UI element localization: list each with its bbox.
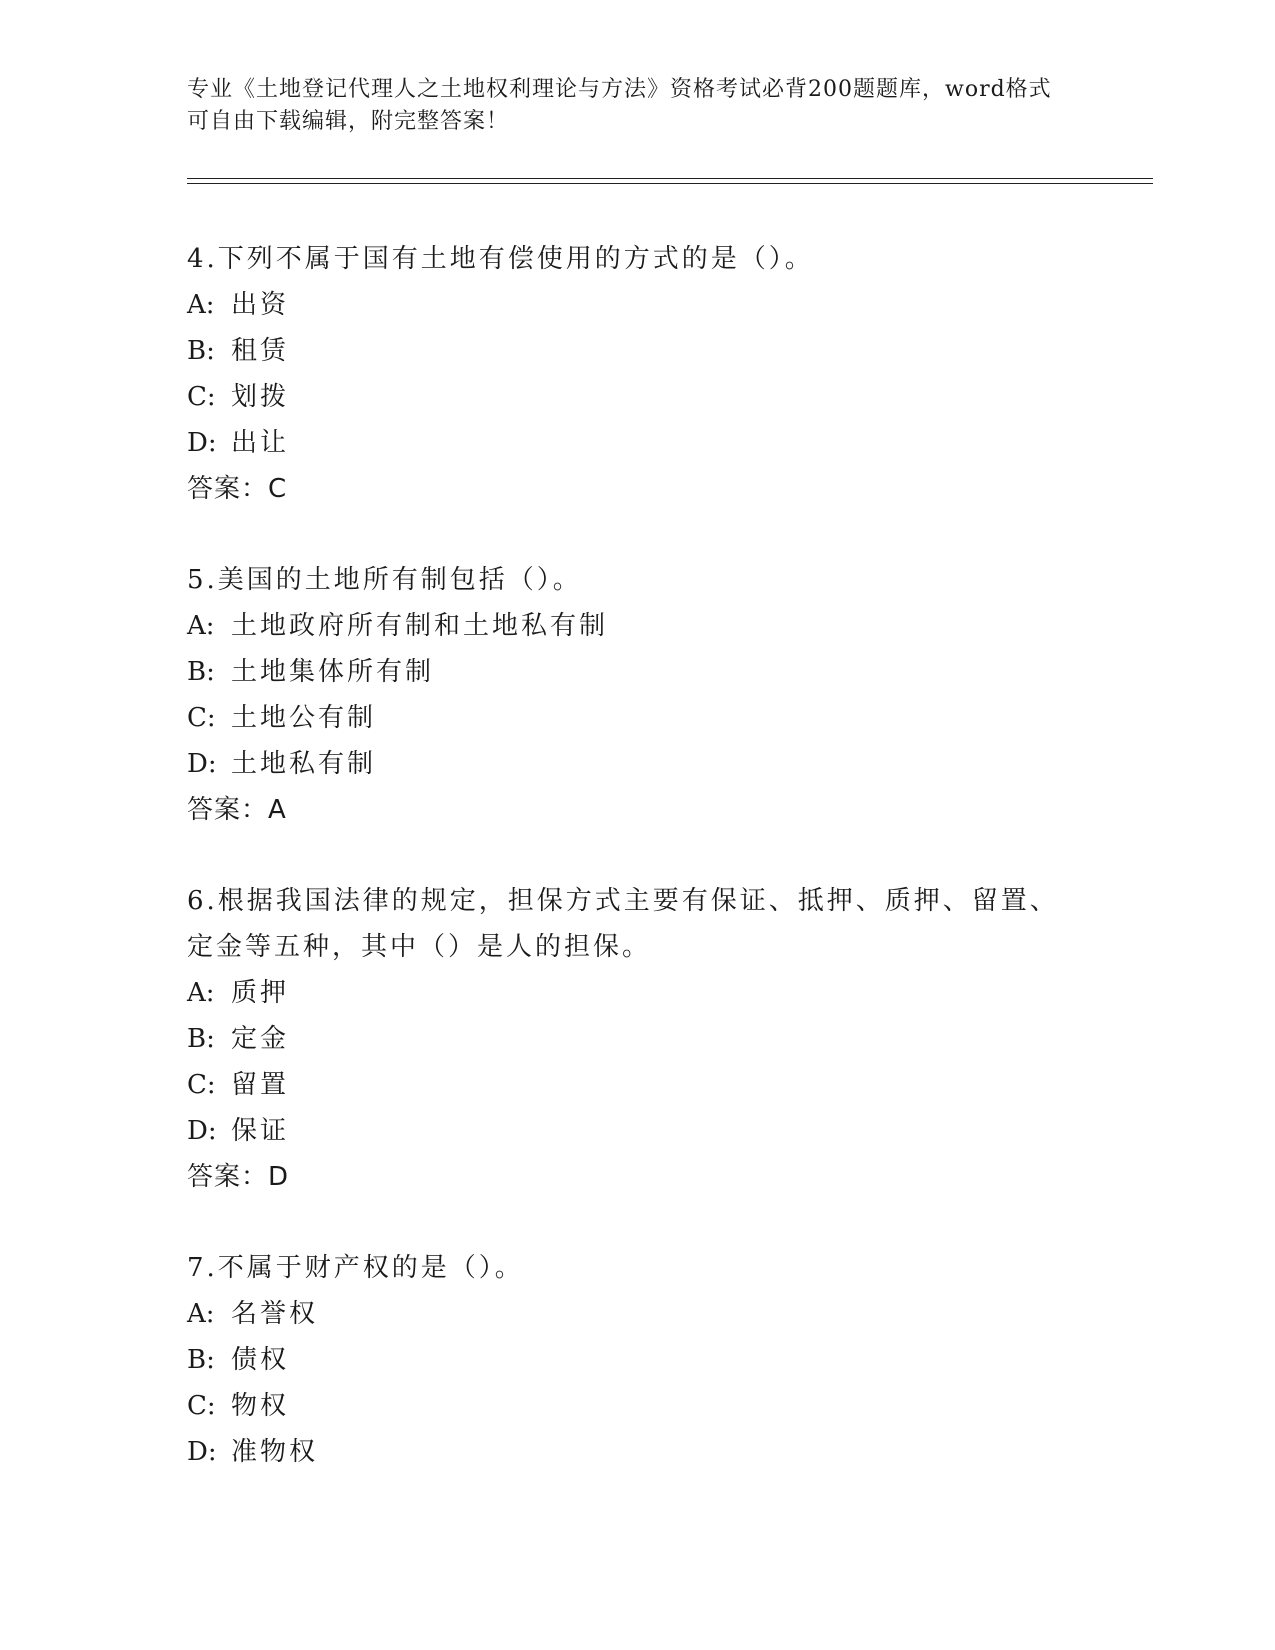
option-d [187, 1429, 1087, 1475]
option-a [187, 282, 1087, 328]
option-d [187, 741, 1087, 787]
option-text: 保证 [231, 1116, 290, 1146]
option-text: 名誉权 [231, 1299, 319, 1329]
option-text: 定金 [231, 1024, 290, 1054]
option-text: 留置 [231, 1070, 290, 1100]
option-letter: A: [187, 1299, 215, 1329]
question-stem: 6.根据我国法律的规定，担保方式主要有保证、抵押、质押、留置、定金等五种，其中（）是人的担保。 [187, 886, 1059, 962]
answer-line: 答案：C [187, 474, 288, 504]
option-text: 划拨 [231, 382, 290, 412]
option-letter: D: [187, 1437, 217, 1467]
question-stem: 5.美国的土地所有制包括（）。 [187, 565, 582, 595]
question-stem: 7.不属于财产权的是（）。 [187, 1253, 524, 1283]
option-letter: B: [187, 657, 215, 687]
question-item [187, 236, 1087, 512]
question-item [187, 557, 1087, 833]
option-text: 准物权 [231, 1437, 319, 1467]
option-letter: C: [187, 382, 216, 412]
option-c [187, 695, 1087, 741]
question-stem: 4.下列不属于国有土地有偿使用的方式的是（）。 [187, 244, 814, 274]
option-c [187, 374, 1087, 420]
option-text: 土地集体所有制 [231, 657, 435, 687]
option-text: 物权 [231, 1391, 290, 1421]
option-text: 租赁 [231, 336, 290, 366]
answer-line: 答案：A [187, 795, 287, 825]
option-text: 债权 [231, 1345, 290, 1375]
option-letter: D: [187, 1116, 217, 1146]
option-letter: B: [187, 336, 215, 366]
header-divider-bottom [187, 183, 1153, 184]
option-c [187, 1383, 1087, 1429]
option-letter: B: [187, 1345, 215, 1375]
option-letter: B: [187, 1024, 215, 1054]
option-d [187, 1108, 1087, 1154]
answer-line: 答案：D [187, 1162, 290, 1192]
option-a [187, 603, 1087, 649]
option-a [187, 1291, 1087, 1337]
option-text: 出资 [231, 290, 290, 320]
option-letter: A: [187, 611, 215, 641]
option-b [187, 328, 1087, 374]
question-item [187, 878, 1087, 1200]
option-a [187, 970, 1087, 1016]
option-letter: C: [187, 1070, 216, 1100]
option-text: 土地公有制 [231, 703, 377, 733]
option-b [187, 1337, 1087, 1383]
document-title: 专业《土地登记代理人之土地权利理论与方法》资格考试必背200题题库，word格式可自由下载编辑，附完整答案！ [187, 77, 1052, 134]
option-letter: D: [187, 749, 217, 779]
option-b [187, 649, 1087, 695]
option-letter: C: [187, 703, 216, 733]
header-divider-top [187, 178, 1153, 179]
option-c [187, 1062, 1087, 1108]
option-letter: A: [187, 978, 215, 1008]
option-text: 土地私有制 [231, 749, 377, 779]
option-letter: A: [187, 290, 215, 320]
option-letter: D: [187, 428, 217, 458]
question-list [187, 236, 1087, 1520]
option-text: 出让 [231, 428, 290, 458]
option-text: 质押 [231, 978, 290, 1008]
option-b [187, 1016, 1087, 1062]
question-item [187, 1245, 1087, 1475]
option-letter: C: [187, 1391, 216, 1421]
option-d [187, 420, 1087, 466]
option-text: 土地政府所有制和土地私有制 [231, 611, 609, 641]
